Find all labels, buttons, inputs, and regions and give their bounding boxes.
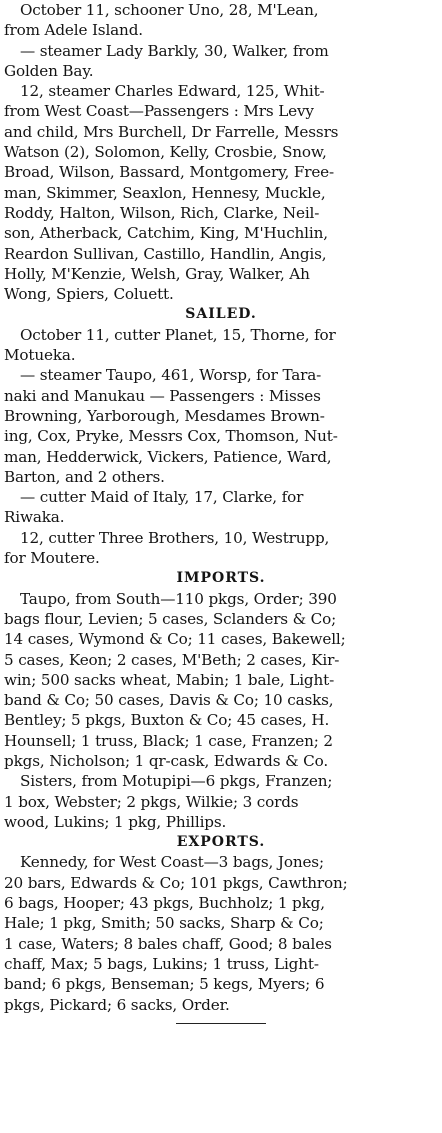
exports-heading: EXPORTS. xyxy=(176,834,266,851)
sailed-text-line: October 11, cutter Planet, 15, Thorne, for xyxy=(20,325,336,344)
imports-section xyxy=(4,589,438,833)
imports-text-line: 5 cases, Keon; 2 cases, M'Beth; 2 cases, Kir- xyxy=(4,650,340,669)
imports-text-line: Taupo, from South—110 pkgs, Order; 390 xyxy=(20,589,337,608)
imports-text-line: 1 box, Webster; 2 pkgs, Wilkie; 3 cords xyxy=(4,792,299,811)
arrived-text-line: Reardon Sullivan, Castillo, Handlin, Angis, xyxy=(4,244,327,263)
arrived-text-line: — steamer Lady Barkly, 30, Walker, from xyxy=(20,41,329,60)
exports-text-line: 20 bars, Edwards & Co; 101 pkgs, Cawthron; xyxy=(4,873,348,892)
imports-text-line: wood, Lukins; 1 pkg, Phillips. xyxy=(4,812,227,831)
sailed-text-line: Browning, Yarborough, Mesdames Brown- xyxy=(4,406,325,425)
exports-section xyxy=(4,852,438,1014)
arrived-text-line: and child, Mrs Burchell, Dr Farrelle, Messrs xyxy=(4,122,339,141)
sailed-text-line: ing, Cox, Pryke, Messrs Cox, Thomson, Nut- xyxy=(4,427,338,446)
sailed-heading: SAILED. xyxy=(185,306,257,323)
sailed-text-line: man, Hedderwick, Vickers, Patience, Ward, xyxy=(4,447,332,466)
arrived-text-line: Roddy, Halton, Wilson, Rich, Clarke, Neil- xyxy=(4,203,320,222)
sailed-text-line: 12, cutter Three Brothers, 10, Westrupp, xyxy=(20,528,330,547)
sailed-text-line: for Moutere. xyxy=(4,549,100,568)
closing-rule xyxy=(176,1023,266,1024)
arrived-section xyxy=(4,0,438,304)
exports-text-line: 6 bags, Hooper; 43 pkgs, Buchholz; 1 pkg, xyxy=(4,894,325,913)
arrived-text-line: from West Coast—Passengers : Mrs Levy xyxy=(4,102,314,121)
imports-text-line: band & Co; 50 cases, Davis & Co; 10 casks, xyxy=(4,691,334,710)
sailed-text-line: Motueka. xyxy=(4,346,76,365)
sailed-text-line: — steamer Taupo, 461, Worsp, for Tara- xyxy=(20,366,322,385)
arrived-text-line: 12, steamer Charles Edward, 125, Whit- xyxy=(20,82,325,101)
imports-text-line: Sisters, from Motupipi—6 pkgs, Franzen; xyxy=(20,772,333,791)
arrived-text-line: man, Skimmer, Seaxlon, Hennesy, Muckle, xyxy=(4,183,326,202)
arrived-text-line: Holly, M'Kenzie, Welsh, Gray, Walker, Ah xyxy=(4,264,310,283)
imports-text-line: win; 500 sacks wheat, Mabin; 1 bale, Light- xyxy=(4,670,335,689)
exports-text-line: chaff, Max; 5 bags, Lukins; 1 truss, Light- xyxy=(4,954,319,973)
imports-heading: IMPORTS. xyxy=(176,570,266,587)
exports-text-line: Kennedy, for West Coast—3 bags, Jones; xyxy=(20,853,324,872)
arrived-text-line: Watson (2), Solomon, Kelly, Crosbie, Snow, xyxy=(4,143,327,162)
sailed-text-line: Barton, and 2 others. xyxy=(4,467,165,486)
imports-text-line: 14 cases, Wymond & Co; 11 cases, Bakewell; xyxy=(4,630,346,649)
imports-text-line: Hounsell; 1 truss, Black; 1 case, Franzen; 2 xyxy=(4,731,333,750)
imports-text-line: bags flour, Levien; 5 cases, Sclanders & Co; xyxy=(4,609,337,628)
arrived-text-line: Golden Bay. xyxy=(4,61,94,80)
imports-text-line: Bentley; 5 pkgs, Buxton & Co; 45 cases, H. xyxy=(4,711,330,730)
imports-text-line: pkgs, Nicholson; 1 qr-cask, Edwards & Co. xyxy=(4,751,329,770)
exports-text-line: pkgs, Pickard; 6 sacks, Order. xyxy=(4,995,230,1014)
sailed-text-line: — cutter Maid of Italy, 17, Clarke, for xyxy=(20,488,304,507)
exports-text-line: band; 6 pkgs, Benseman; 5 kegs, Myers; 6 xyxy=(4,975,325,994)
sailed-text-line: Riwaka. xyxy=(4,508,65,527)
exports-text-line: Hale; 1 pkg, Smith; 50 sacks, Sharp & Co; xyxy=(4,914,324,933)
sailed-section xyxy=(4,325,438,569)
exports-text-line: 1 case, Waters; 8 bales chaff, Good; 8 bales xyxy=(4,934,332,953)
arrived-text-line: from Adele Island. xyxy=(4,21,143,40)
arrived-text-line: October 11, schooner Uno, 28, M'Lean, xyxy=(20,1,319,19)
sailed-text-line: naki and Manukau — Passengers : Misses xyxy=(4,386,321,405)
arrived-text-line: Broad, Wilson, Bassard, Montgomery, Free- xyxy=(4,163,334,182)
arrived-text-line: son, Atherback, Catchim, King, M'Huchlin, xyxy=(4,224,328,243)
arrived-text-line: Wong, Spiers, Coluett. xyxy=(4,285,174,304)
